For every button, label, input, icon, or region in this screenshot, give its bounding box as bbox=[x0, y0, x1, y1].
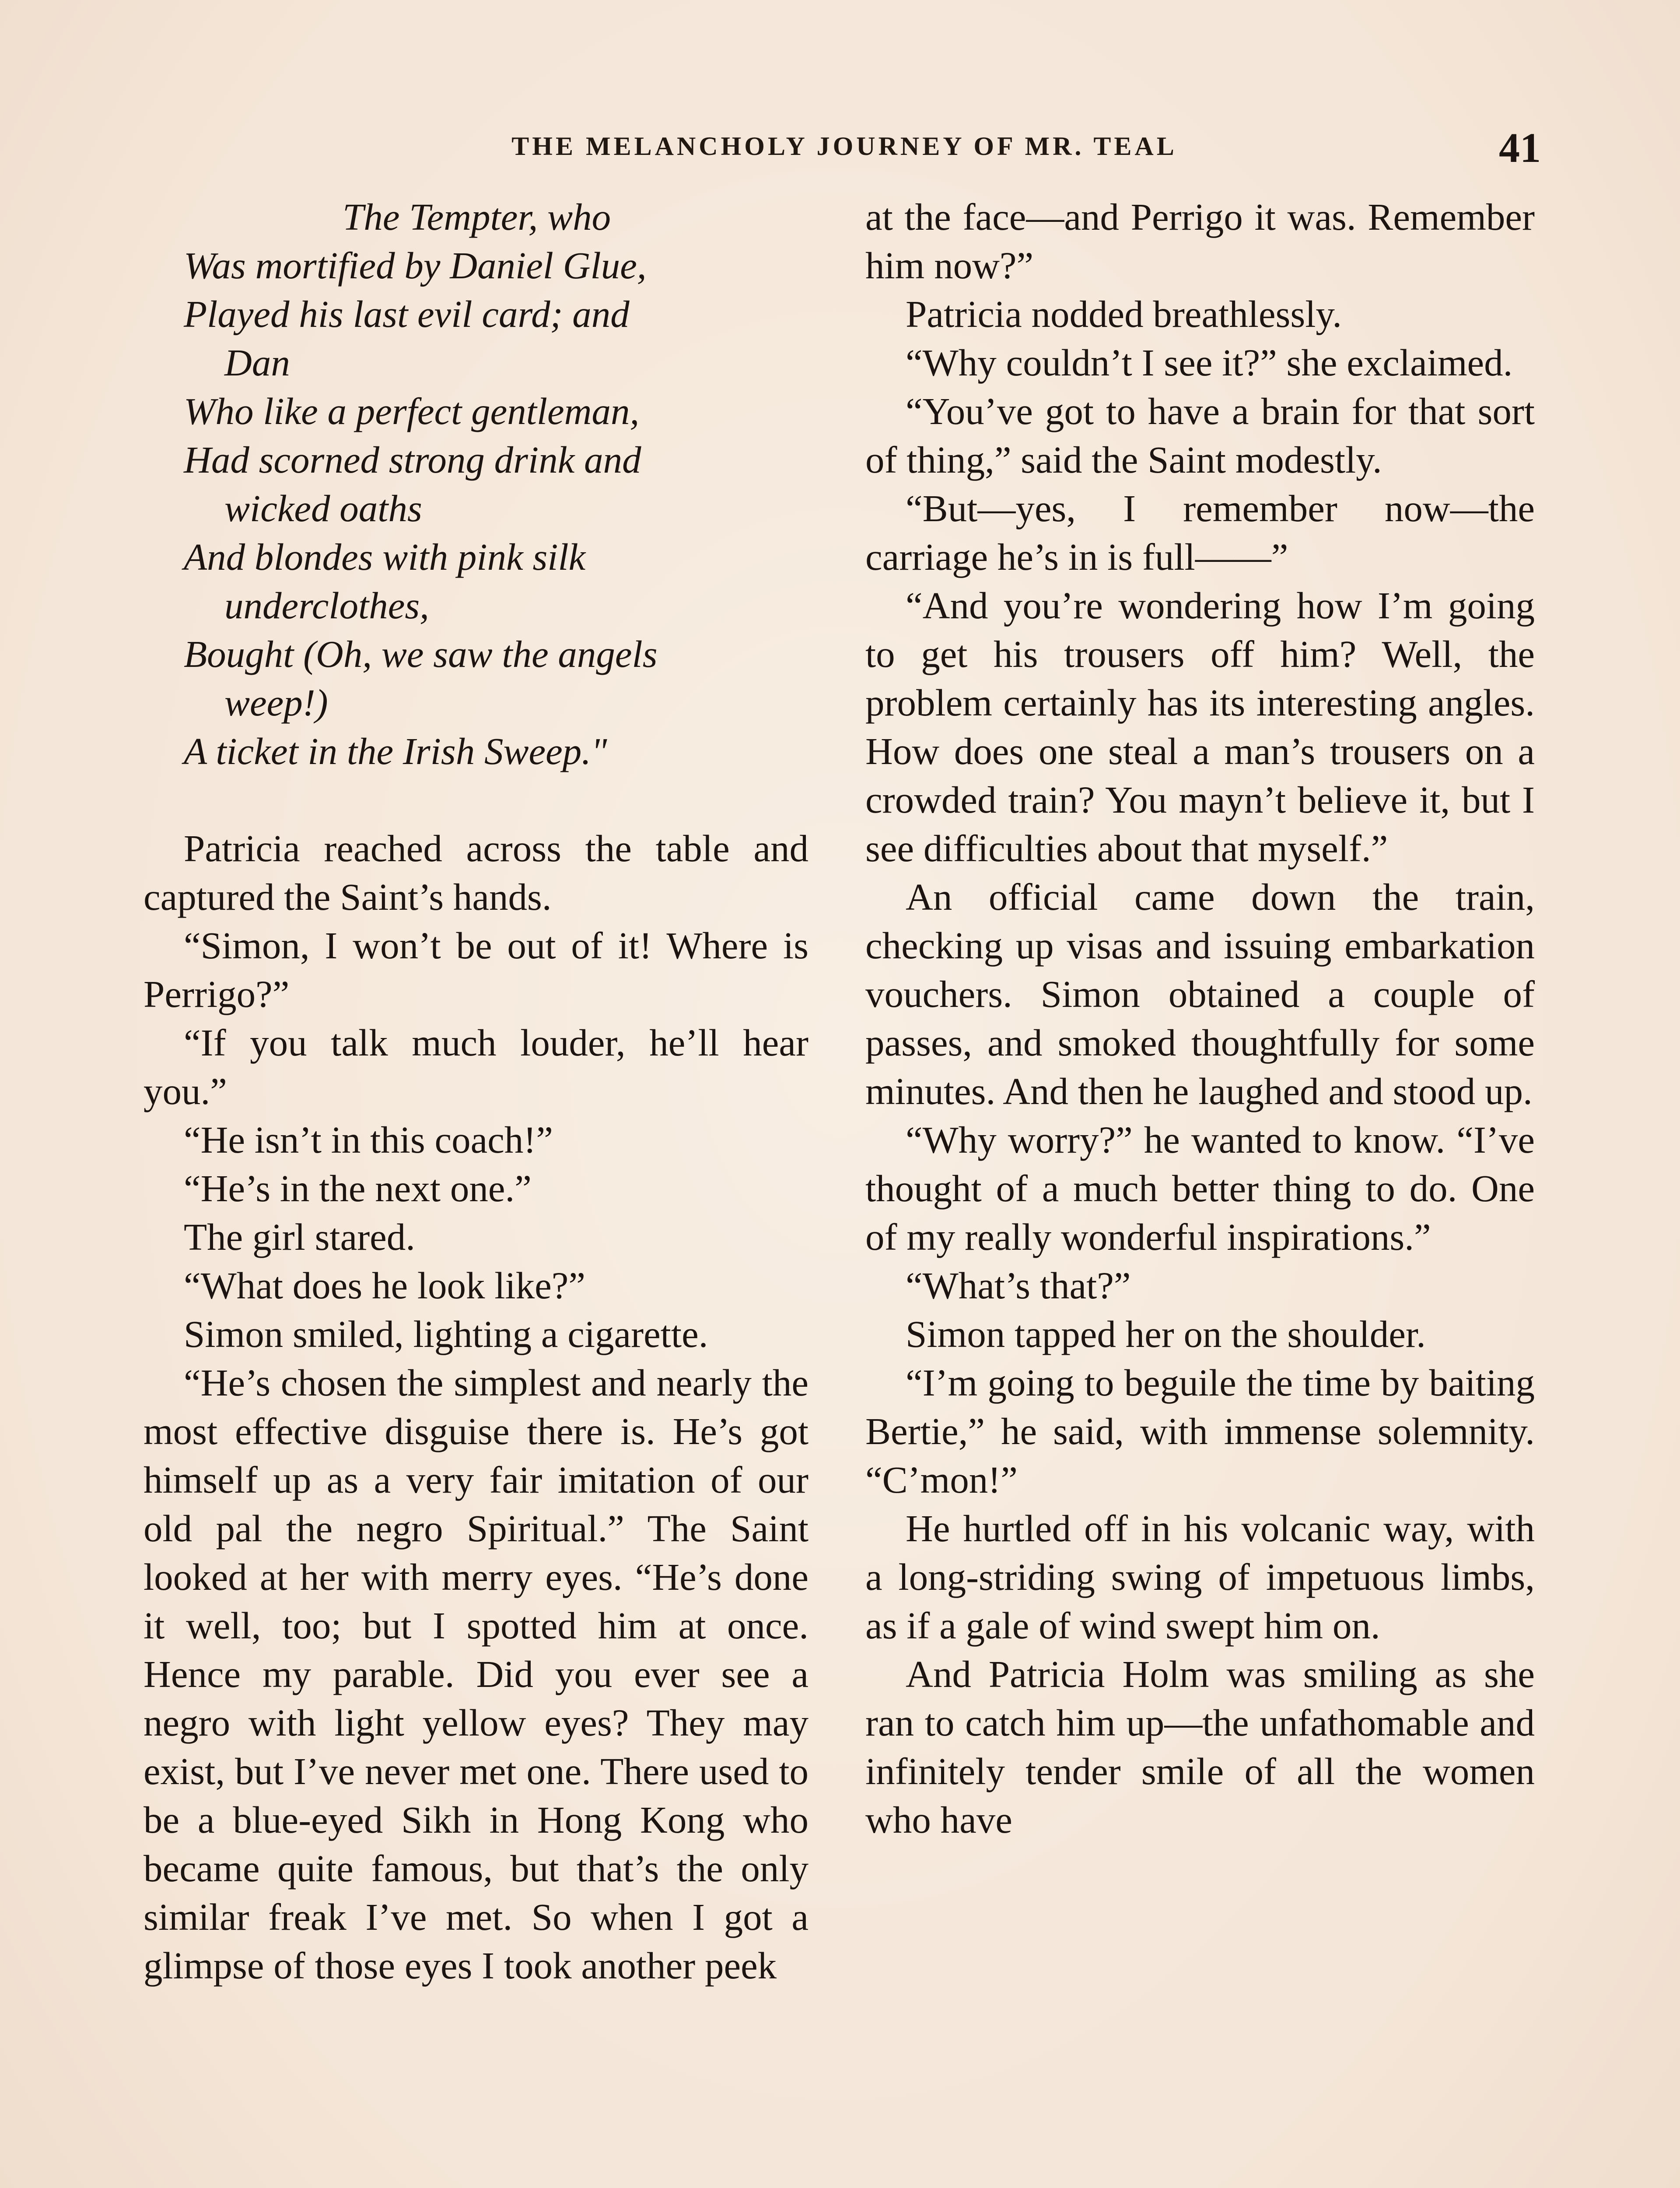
right-column bbox=[865, 193, 1535, 1844]
paragraph: “He isn’t in this coach!” bbox=[184, 1119, 553, 1161]
verse-spacer bbox=[144, 775, 808, 824]
paragraph: Simon tapped her on the shoulder. bbox=[906, 1313, 1426, 1355]
paragraph: “If you talk much louder, he’ll hear you.” bbox=[144, 1021, 808, 1112]
page-number: 41 bbox=[1499, 124, 1541, 171]
paragraph: “Simon, I won’t be out of it! Where is Perrigo?” bbox=[144, 924, 808, 1015]
verse-block bbox=[144, 193, 808, 775]
verse-line: wicked oaths bbox=[224, 487, 422, 529]
paragraph: “I’m going to beguile the time by baiting Bertie,” he said, with immense solemnity. “C’mon!” bbox=[865, 1361, 1535, 1501]
paragraph: “He’s in the next one.” bbox=[184, 1167, 532, 1210]
running-title: THE MELANCHOLY JOURNEY OF MR. TEAL bbox=[511, 132, 1177, 161]
paragraph: “And you’re wondering how I’m going to get his trousers off him? Well, the problem certainly has its interesting angles. How does one steal a man’s trousers on a crowded train? You mayn’t believe it, but I see difficulties about that myself.” bbox=[865, 584, 1535, 870]
verse-line: underclothes, bbox=[224, 584, 429, 627]
verse-line: weep!) bbox=[224, 681, 328, 724]
left-column bbox=[144, 193, 808, 1990]
paragraph: “Why worry?” he wanted to know. “I’ve thought of a much better thing to do. One of my really wonderful inspirations.” bbox=[865, 1119, 1535, 1258]
verse-line: Bought (Oh, we saw the angels bbox=[184, 633, 658, 675]
paragraph: The girl stared. bbox=[184, 1216, 416, 1258]
verse-line: Played his last evil card; and bbox=[184, 293, 630, 335]
continuation-paragraph: at the face—and Perrigo it was. Remember him now?” bbox=[865, 196, 1535, 287]
verse-line: The Tempter, who bbox=[343, 196, 611, 238]
paragraph: Patricia nodded breathlessly. bbox=[906, 293, 1342, 335]
paragraph: “What does he look like?” bbox=[184, 1264, 585, 1307]
paragraph: Patricia reached across the table and captured the Saint’s hands. bbox=[144, 827, 808, 918]
verse-line: Dan bbox=[224, 341, 290, 384]
paragraph: He hurtled off in his volcanic way, with a long-striding swing of impetuous limbs, as if a gale of wind swept him on. bbox=[865, 1507, 1535, 1647]
paragraph: “But—yes, I remember now—the carriage he’s in is full——” bbox=[865, 487, 1535, 578]
paragraph: “What’s that?” bbox=[906, 1264, 1131, 1307]
paragraph: “You’ve got to have a brain for that sort of thing,” said the Saint modestly. bbox=[865, 390, 1535, 481]
verse-line: Who like a perfect gentleman, bbox=[184, 390, 640, 432]
paragraph: An official came down the train, checking up visas and issuing embarkation vouchers. Simon obtained a couple of passes, and smoked thoughtfully for some minutes. And then he laughed and stood up. bbox=[865, 876, 1535, 1112]
verse-line: A ticket in the Irish Sweep." bbox=[184, 730, 607, 772]
paragraph: “He’s chosen the simplest and nearly the most effective disguise there is. He’s got himself up as a very fair imitation of our old pal the negro Spiritual.” The Saint looked at her with merry eyes. “He’s done it well, too; but I spotted him at once. Hence my parable. Did you ever see a negro with light yellow eyes? They may exist, but I’ve never met one. There used to be a blue-eyed Sikh in Hong Kong who became quite famous, but that’s the only similar freak I’ve met. So when I got a glimpse of those eyes I took another peek bbox=[144, 1361, 808, 1987]
paragraph: And Patricia Holm was smiling as she ran to catch him up—the unfathomable and infinitely tender smile of all the women who have bbox=[865, 1653, 1535, 1841]
paragraph: “Why couldn’t I see it?” she exclaimed. bbox=[906, 341, 1513, 384]
verse-line: Was mortified by Daniel Glue, bbox=[184, 244, 647, 287]
verse-line: Had scorned strong drink and bbox=[184, 438, 641, 481]
verse-line: And blondes with pink silk bbox=[184, 536, 586, 578]
paragraph: Simon smiled, lighting a cigarette. bbox=[184, 1313, 708, 1355]
